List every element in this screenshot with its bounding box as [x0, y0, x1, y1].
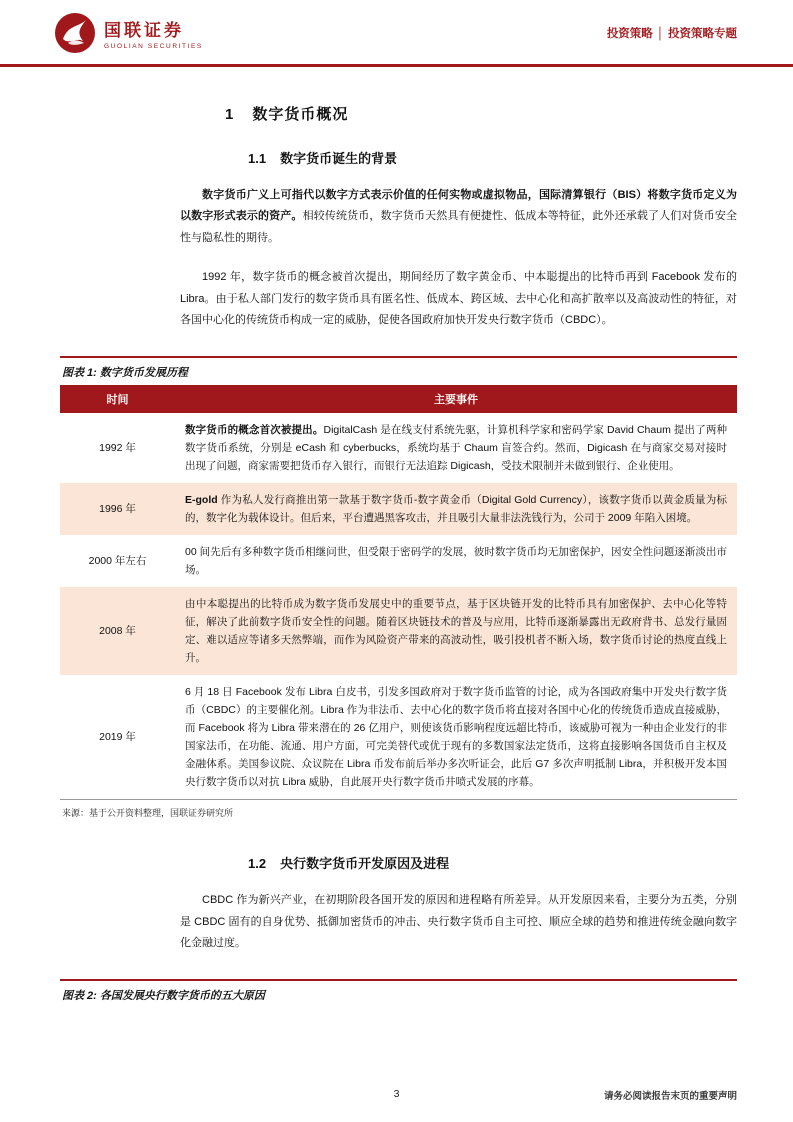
- section-1-1-heading: [248, 148, 737, 167]
- brand-text: [104, 16, 203, 50]
- row-time: 2019 年: [99, 731, 136, 744]
- paragraph-1-rest: 相较传统货币，数字货币天然具有便捷性、低成本等特征，此外还承载了人们对货币安全性与隐私性的期待。: [180, 210, 738, 244]
- row-event-bold: 数字货币的概念首次被提出。: [185, 423, 324, 436]
- category-divider: │: [656, 28, 664, 40]
- row-time: 1992 年: [99, 441, 136, 454]
- paragraph-3: CBDC 作为新兴产业，在初期阶段各国开发的原因和进程略有所差异。从开发原因来看，主要分为五类，分别是 CBDC 固有的自身优势、抵御加密货币的冲击、央行数字货币自主可控、顺应全球的趋势和推进传统金融向数字化金融过度。: [180, 894, 737, 950]
- row-event-text: 由中本聪提出的比特币成为数字货币发展史中的重要节点，基于区块链开发的比特币具有加密保护、去中心化等特征，解决了此前数字货币安全性的问题。随着区块链技术的普及与应用，比特币逐渐暴露出无政府背书、总发行量固定、难以适应等诸多天然弊端，而作为风险资产带来的高波动性，吸引投机者不断入场，数字货币讨论的热度直线上升。: [185, 597, 727, 665]
- section-1-1-number: 1.1: [248, 151, 267, 166]
- paragraph-1: [180, 185, 737, 249]
- figure-2-block: [60, 979, 737, 1008]
- section-1-2-number: 1.2: [248, 856, 267, 872]
- row-event: [175, 413, 737, 483]
- table-header-row: [60, 385, 737, 413]
- figure-1-source: 来源：基于公开资料整理，国联证券研究所: [62, 808, 234, 819]
- figure-1-caption: 图表 1: 数字货币发展历程: [60, 356, 737, 385]
- section-1-1-title: 数字货币诞生的背景: [280, 151, 398, 166]
- row-event-text: DigitalCash 是在线支付系统先驱，计算机科学家和密码学家 David Chaum 提出了两种数字货币系统，分别是 eCash 和 cyberbucks，系统均基于 Chaum 盲签合约。然而，Digicash 在与商家交易对接时出现了问题，商家需要把货币存入银行，而银行无法追踪 Digicash，受技术限制并未做到银行、企业使用。: [185, 423, 727, 472]
- brand: [54, 12, 203, 54]
- row-event-bold: E-gold: [185, 493, 218, 506]
- report-category: [607, 25, 737, 41]
- table-row: [60, 413, 737, 483]
- column-header-event: 主要事件: [175, 385, 737, 413]
- row-event: [175, 587, 737, 675]
- row-event-text: 00 间先后有多种数字货币相继问世，但受限于密码学的发展，彼时数字货币均无加密保护，因安全性问题逐渐淡出市场。: [185, 545, 727, 576]
- page-header: [0, 0, 793, 67]
- subcategory-label: 投资策略专题: [668, 28, 737, 40]
- figure-1-block: [60, 356, 737, 820]
- brand-subtitle: GUOLIAN SECURITIES: [104, 43, 203, 50]
- category-label: 投资策略: [606, 28, 653, 40]
- section-1-2-title: 央行数字货币开发原因及进程: [280, 856, 450, 872]
- table-row: [60, 535, 737, 587]
- page-number: 3: [393, 1088, 400, 1100]
- row-time: 2008 年: [60, 587, 175, 675]
- row-time: 1996 年: [60, 483, 175, 535]
- figure-2-caption: 图表 2: 各国发展央行数字货币的五大原因: [60, 979, 737, 1008]
- row-event-text: 6 月 18 日 Facebook 发布 Libra 白皮书，引发多国政府对于数字货币监管的讨论，成为各国政府集中开发央行数字货币（CBDC）的主要催化剂。Libra 作为非法币、去中心化的数字货币将直接对各国中心化的传统货币造成直接威胁，而 Facebook 将为 Libra 带来潜在的 26 亿用户，则使该货币影响程度远超比特币，该威胁可视为一种由企业发行的非国家法币，在功能、流通、用户方面，可完美替代或优于现有的多数国家法定货币，这将直接影响各国货币自主权及金融体系。美国参议院、众议院在 Libra 币发布前后举办多次听证会，此后 G7 多次声明抵制 Libra，并积极开发本国央行数字货币以对抗 Libra 威胁，自此展开央行数字货币井喷式发展的序幕。: [185, 686, 727, 789]
- guolian-logo-icon: [54, 12, 96, 54]
- table-row: [60, 675, 737, 800]
- column-header-time: 时间: [60, 385, 175, 413]
- footer-disclaimer: 请务必阅读报告末页的重要声明: [603, 1091, 737, 1102]
- row-event: [175, 535, 737, 587]
- section-1-number: 1: [225, 106, 235, 123]
- report-content: [0, 103, 793, 1008]
- section-1-heading: [225, 103, 737, 124]
- section-1-2-heading: [248, 853, 737, 872]
- section-1-title: 数字货币概况: [252, 106, 349, 123]
- figure-1-table: [60, 385, 737, 801]
- paragraph-2: 1992 年，数字货币的概念被首次提出，期间经历了数字黄金币、中本聪提出的比特币再到 Facebook 发布的 Libra。由于私人部门发行的数字货币具有匿名性、低成本、跨区域、去中心化和高扩散率以及高波动性的特征，对各国中心化的传统货币构成一定的威胁，促使各国政府加快开发央行数字货币（CBDC）。: [180, 271, 737, 327]
- page-footer: [0, 1088, 793, 1104]
- row-event-text: 作为私人发行商推出第一款基于数字货币-数字黄金币（Digital Gold Currency），该数字货币以黄金质量为标的，数字化为载体设计。但后来，平台遭遇黑客攻击，并且吸引大量非法洗钱行为，公司于 2009 年陷入困境。: [185, 493, 727, 524]
- table-row: [60, 587, 737, 675]
- row-event: [175, 483, 737, 535]
- row-event: [175, 675, 737, 800]
- paragraph-1-bold: 数字货币广义上可指代以数字方式表示价值的任何实物或虚拟物品，国际清算银行（BIS）将数字货币定义为以数字形式表示的资产。: [180, 189, 737, 223]
- brand-name: 国联证券: [104, 21, 184, 40]
- table-row: [60, 483, 737, 535]
- row-time: 2000 年左右: [88, 554, 147, 567]
